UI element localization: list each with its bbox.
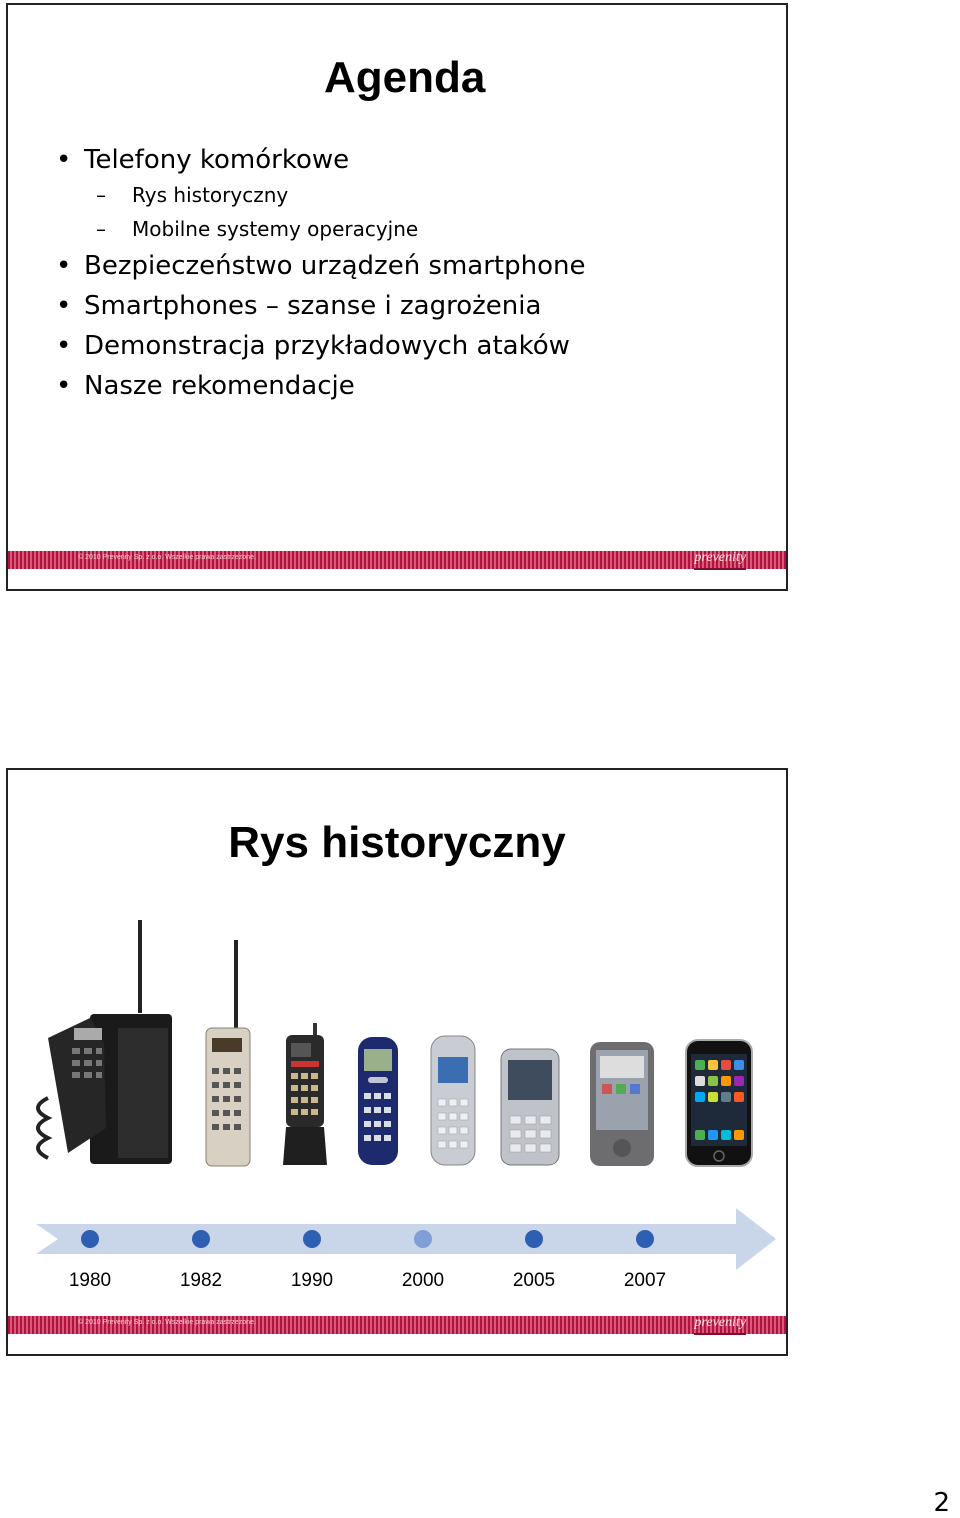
agenda-list bbox=[56, 145, 586, 411]
agenda-item: • Demonstracja przykładowych ataków bbox=[56, 331, 586, 361]
timeline-arrow bbox=[36, 1208, 776, 1270]
timeline-arrow-shape bbox=[36, 1208, 776, 1270]
phone-image-htc bbox=[588, 1040, 656, 1168]
timeline-year: 1990 bbox=[290, 1270, 334, 1291]
agenda-item-text: Telefony komórkowe bbox=[84, 145, 350, 175]
timeline-dot bbox=[525, 1230, 543, 1248]
footer-logo: prevenity bbox=[694, 1315, 746, 1330]
timeline-years bbox=[8, 1270, 788, 1300]
agenda-item: • Smartphones – szanse i zagrożenia bbox=[56, 291, 586, 321]
timeline-dot bbox=[303, 1230, 321, 1248]
agenda-item: • Nasze rekomendacje bbox=[56, 371, 586, 401]
phone-gallery bbox=[26, 908, 766, 1168]
footer-logo: prevenity bbox=[694, 550, 746, 565]
timeline-dot bbox=[192, 1230, 210, 1248]
timeline-year: 1980 bbox=[68, 1270, 112, 1291]
phone-image-iphone bbox=[684, 1038, 754, 1168]
timeline-dot bbox=[636, 1230, 654, 1248]
phone-image-microtac bbox=[281, 1023, 331, 1168]
agenda-item bbox=[56, 145, 586, 241]
timeline-dot bbox=[81, 1230, 99, 1248]
agenda-sublist bbox=[84, 183, 586, 241]
phone-image-nokia-silver bbox=[428, 1033, 478, 1168]
phone-image-carphone bbox=[28, 918, 188, 1168]
timeline-dot bbox=[414, 1230, 432, 1248]
agenda-subitem: – Mobilne systemy operacyjne bbox=[96, 217, 586, 241]
timeline-year: 2007 bbox=[623, 1270, 667, 1291]
slide-title: Rys historyczny bbox=[228, 818, 566, 867]
slide-history bbox=[6, 768, 788, 1356]
timeline-year: 2000 bbox=[401, 1270, 445, 1291]
phone-image-nokia-smartphone bbox=[498, 1046, 562, 1168]
agenda-subitem: – Rys historyczny bbox=[96, 183, 586, 207]
phone-image-nokia-candybar bbox=[354, 1033, 402, 1168]
footer-copyright: © 2010 Prevenity Sp. z o.o. Wszelkie prawa zastrzeżone. bbox=[78, 554, 256, 561]
timeline-year: 2005 bbox=[512, 1270, 556, 1291]
footer-copyright: © 2010 Prevenity Sp. z o.o. Wszelkie prawa zastrzeżone. bbox=[78, 1319, 256, 1326]
slide-title: Agenda bbox=[324, 53, 486, 102]
phone-image-brick bbox=[198, 938, 258, 1168]
slide-footer bbox=[8, 551, 786, 569]
slide-agenda bbox=[6, 3, 788, 591]
timeline-year: 1982 bbox=[179, 1270, 223, 1291]
slide-footer bbox=[8, 1316, 786, 1334]
agenda-item: • Bezpieczeństwo urządzeń smartphone bbox=[56, 251, 586, 281]
page-number: 2 bbox=[933, 1488, 950, 1518]
